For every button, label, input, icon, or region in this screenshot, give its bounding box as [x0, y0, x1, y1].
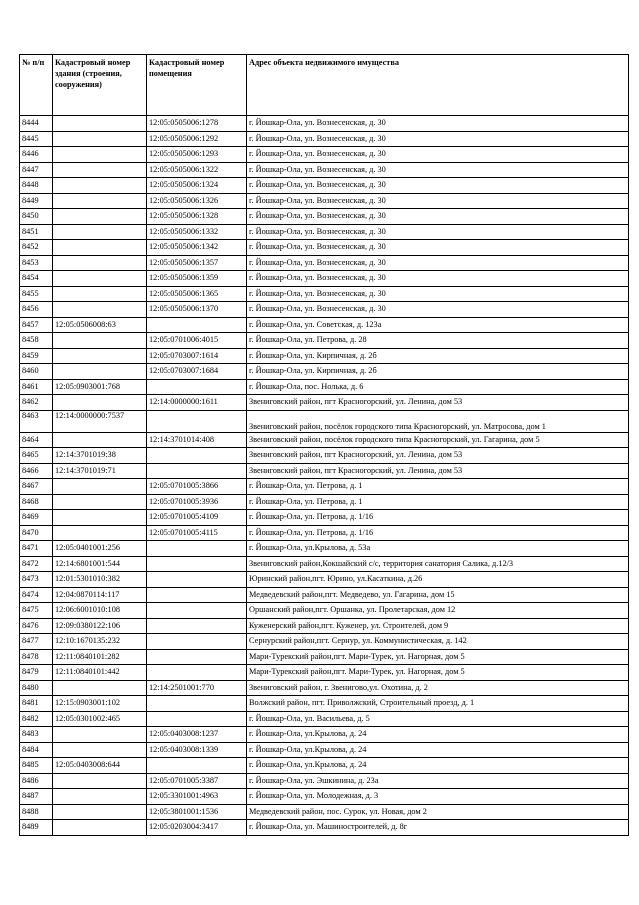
- premises-cadastral-cell: [147, 448, 247, 464]
- address-cell: г. Йошкар-Ола, ул. Петрова, д. 1: [247, 494, 629, 510]
- table-row: [20, 758, 629, 774]
- table-row: [20, 587, 629, 603]
- premises-cadastral-cell: 12:14:3701014:408: [147, 432, 247, 448]
- premises-cadastral-cell: 12:05:0701005:3936: [147, 494, 247, 510]
- row-index: 8478: [20, 649, 53, 665]
- table-row: [20, 696, 629, 712]
- row-index: 8448: [20, 178, 53, 194]
- premises-cadastral-cell: [147, 696, 247, 712]
- building-cadastral-cell: [53, 789, 147, 805]
- premises-cadastral-cell: 12:05:0701006:4015: [147, 333, 247, 349]
- table-row: [20, 379, 629, 395]
- premises-cadastral-cell: 12:05:3301001:4963: [147, 789, 247, 805]
- row-index: 8474: [20, 587, 53, 603]
- address-cell: Юринский район,пгт. Юрино, ул.Касаткина, д.26: [247, 572, 629, 588]
- table-row: [20, 510, 629, 526]
- premises-cadastral-cell: [147, 587, 247, 603]
- premises-cadastral-cell: 12:05:0505006:1342: [147, 240, 247, 256]
- building-cadastral-cell: [53, 820, 147, 836]
- address-cell: г. Йошкар-Ола, ул. Вознесенская, д. 30: [247, 193, 629, 209]
- premises-cadastral-cell: [147, 711, 247, 727]
- building-cadastral-cell: 12:14:3701019:71: [53, 463, 147, 479]
- table-row: [20, 193, 629, 209]
- row-index: 8445: [20, 131, 53, 147]
- address-cell: Медведевский район,пгт. Медведево, ул. Гагарина, дом 15: [247, 587, 629, 603]
- address-cell: г. Йошкар-Ола, ул. Машиностроителей, д. 8г: [247, 820, 629, 836]
- row-index: 8479: [20, 665, 53, 681]
- table-row: [20, 240, 629, 256]
- address-cell: г. Йошкар-Ола, ул. Петрова, д. 28: [247, 333, 629, 349]
- address-cell: Сернурский район,пгт. Сернур, ул. Коммунистическая, д. 142: [247, 634, 629, 650]
- premises-cadastral-cell: 12:05:0703007:1614: [147, 348, 247, 364]
- row-index: 8480: [20, 680, 53, 696]
- address-cell: Звениговский район, посёлок городского типа Красногорский, ул. Гагарина, дом 5: [247, 432, 629, 448]
- table-row: [20, 603, 629, 619]
- premises-cadastral-cell: 12:05:0505006:1292: [147, 131, 247, 147]
- table-row: [20, 634, 629, 650]
- row-index: 8463: [20, 410, 53, 432]
- row-index: 8477: [20, 634, 53, 650]
- address-cell: г. Йошкар-Ола, ул. Вознесенская, д. 30: [247, 131, 629, 147]
- building-cadastral-cell: 12:05:0903001:768: [53, 379, 147, 395]
- building-cadastral-cell: [53, 348, 147, 364]
- row-index: 8481: [20, 696, 53, 712]
- table-row: [20, 224, 629, 240]
- premises-cadastral-cell: [147, 317, 247, 333]
- premises-cadastral-cell: 12:05:0701005:4115: [147, 525, 247, 541]
- row-index: 8458: [20, 333, 53, 349]
- building-cadastral-cell: 12:10:1670135:232: [53, 634, 147, 650]
- premises-cadastral-cell: [147, 463, 247, 479]
- premises-cadastral-cell: 12:14:2501001:770: [147, 680, 247, 696]
- row-index: 8489: [20, 820, 53, 836]
- row-index: 8487: [20, 789, 53, 805]
- row-index: 8457: [20, 317, 53, 333]
- table-row: [20, 711, 629, 727]
- premises-cadastral-cell: 12:05:0701005:3387: [147, 773, 247, 789]
- row-index: 8471: [20, 541, 53, 557]
- row-index: 8446: [20, 147, 53, 163]
- building-cadastral-cell: [53, 240, 147, 256]
- row-index: 8472: [20, 556, 53, 572]
- building-cadastral-cell: [53, 271, 147, 287]
- row-index: 8470: [20, 525, 53, 541]
- premises-cadastral-cell: 12:05:0505006:1324: [147, 178, 247, 194]
- address-cell: Звениговский район, г. Звенигово,ул. Охотина, д. 2: [247, 680, 629, 696]
- table-row: [20, 727, 629, 743]
- building-cadastral-cell: 12:14:0000000:7537: [53, 410, 147, 432]
- table-row: [20, 556, 629, 572]
- premises-cadastral-cell: [147, 603, 247, 619]
- building-cadastral-cell: [53, 255, 147, 271]
- row-index: 8464: [20, 432, 53, 448]
- address-cell: г. Йошкар-Ола, ул. Советская, д. 123а: [247, 317, 629, 333]
- address-cell: Звениговский район, посёлок городского типа Красногорский, ул. Матросова, дом 1: [247, 410, 629, 432]
- building-cadastral-cell: [53, 333, 147, 349]
- table-row: [20, 302, 629, 318]
- premises-cadastral-cell: 12:05:0505006:1322: [147, 162, 247, 178]
- table-row: [20, 178, 629, 194]
- header-premises-cadastral: Кадастровый номер помещения: [147, 55, 247, 116]
- building-cadastral-cell: [53, 178, 147, 194]
- row-index: 8484: [20, 742, 53, 758]
- premises-cadastral-cell: [147, 665, 247, 681]
- building-cadastral-cell: [53, 395, 147, 411]
- building-cadastral-cell: [53, 742, 147, 758]
- row-index: 8453: [20, 255, 53, 271]
- row-index: 8486: [20, 773, 53, 789]
- address-cell: Куженерский район,пгт. Куженер, ул. Строителей, дом 9: [247, 618, 629, 634]
- address-cell: г. Йошкар-Ола, ул. Эшкинина, д. 23а: [247, 773, 629, 789]
- premises-cadastral-cell: [147, 556, 247, 572]
- building-cadastral-cell: 12:09:0380122:106: [53, 618, 147, 634]
- building-cadastral-cell: [53, 804, 147, 820]
- table-row: [20, 618, 629, 634]
- address-cell: Медведевский район, пос. Сурок, ул. Новая, дом 2: [247, 804, 629, 820]
- building-cadastral-cell: [53, 286, 147, 302]
- building-cadastral-cell: 12:15:0903001:102: [53, 696, 147, 712]
- address-cell: г. Йошкар-Ола, ул. Вознесенская, д. 30: [247, 224, 629, 240]
- address-cell: Волжский район, пгт. Приволжский, Строительный проезд, д. 1: [247, 696, 629, 712]
- building-cadastral-cell: [53, 364, 147, 380]
- building-cadastral-cell: [53, 510, 147, 526]
- premises-cadastral-cell: 12:05:0505006:1357: [147, 255, 247, 271]
- row-index: 8462: [20, 395, 53, 411]
- building-cadastral-cell: 12:05:0401001:256: [53, 541, 147, 557]
- premises-cadastral-cell: [147, 410, 247, 432]
- address-cell: г. Йошкар-Ола, ул. Вознесенская, д. 30: [247, 147, 629, 163]
- building-cadastral-cell: 12:05:0301002:465: [53, 711, 147, 727]
- premises-cadastral-cell: [147, 758, 247, 774]
- building-cadastral-cell: 12:11:0840101:282: [53, 649, 147, 665]
- address-cell: Звениговский район, пгт Красногорский, ул. Ленина, дом 53: [247, 463, 629, 479]
- building-cadastral-cell: [53, 494, 147, 510]
- premises-cadastral-cell: 12:05:0505006:1293: [147, 147, 247, 163]
- table-row: [20, 448, 629, 464]
- row-index: 8447: [20, 162, 53, 178]
- premises-cadastral-cell: [147, 634, 247, 650]
- table-row: [20, 541, 629, 557]
- table-row: [20, 147, 629, 163]
- row-index: 8444: [20, 116, 53, 132]
- premises-cadastral-cell: 12:05:0203004:3417: [147, 820, 247, 836]
- premises-cadastral-cell: 12:05:0505006:1332: [147, 224, 247, 240]
- address-cell: г. Йошкар-Ола, ул. Молодежная, д. 3: [247, 789, 629, 805]
- row-index: 8450: [20, 209, 53, 225]
- table-row: [20, 494, 629, 510]
- row-index: 8485: [20, 758, 53, 774]
- premises-cadastral-cell: 12:05:0505006:1326: [147, 193, 247, 209]
- building-cadastral-cell: 12:11:0840101:442: [53, 665, 147, 681]
- table-row: [20, 364, 629, 380]
- row-index: 8473: [20, 572, 53, 588]
- row-index: 8452: [20, 240, 53, 256]
- building-cadastral-cell: [53, 302, 147, 318]
- header-address: Адрес объекта недвижимого имущества: [247, 55, 629, 116]
- premises-cadastral-cell: 12:05:0701005:3866: [147, 479, 247, 495]
- header-building-cadastral: Кадастровый номер здания (строения, сооружения): [53, 55, 147, 116]
- table-row: [20, 572, 629, 588]
- row-index: 8468: [20, 494, 53, 510]
- table-row: [20, 525, 629, 541]
- premises-cadastral-cell: [147, 618, 247, 634]
- premises-cadastral-cell: 12:05:0403008:1237: [147, 727, 247, 743]
- header-index: № п/п: [20, 55, 53, 116]
- table-row: [20, 255, 629, 271]
- row-index: 8451: [20, 224, 53, 240]
- address-cell: г. Йошкар-Ола, ул. Вознесенская, д. 30: [247, 240, 629, 256]
- address-cell: г. Йошкар-Ола, ул.Крылова, д. 24: [247, 758, 629, 774]
- address-cell: г. Йошкар-Ола, ул. Вознесенская, д. 30: [247, 162, 629, 178]
- table-row: [20, 789, 629, 805]
- premises-cadastral-cell: 12:05:0403008:1339: [147, 742, 247, 758]
- premises-cadastral-cell: [147, 379, 247, 395]
- premises-cadastral-cell: [147, 649, 247, 665]
- table-row: [20, 333, 629, 349]
- row-index: 8465: [20, 448, 53, 464]
- premises-cadastral-cell: 12:05:0703007:1684: [147, 364, 247, 380]
- address-cell: г. Йошкар-Ола, пос. Нолька, д. 6: [247, 379, 629, 395]
- row-index: 8449: [20, 193, 53, 209]
- premises-cadastral-cell: 12:05:0505006:1278: [147, 116, 247, 132]
- premises-cadastral-cell: 12:05:0505006:1359: [147, 271, 247, 287]
- table-row: [20, 395, 629, 411]
- table-row: [20, 742, 629, 758]
- address-cell: г. Йошкар-Ола, ул. Вознесенская, д. 30: [247, 302, 629, 318]
- address-cell: Мари-Турекский район,пгт. Мари-Турек, ул. Нагорная, дом 5: [247, 649, 629, 665]
- building-cadastral-cell: 12:14:6801001:544: [53, 556, 147, 572]
- row-index: 8482: [20, 711, 53, 727]
- building-cadastral-cell: 12:06:6001010:108: [53, 603, 147, 619]
- building-cadastral-cell: [53, 727, 147, 743]
- address-cell: Оршанский район,пгт. Оршанка, ул. Пролетарская, дом 12: [247, 603, 629, 619]
- row-index: 8476: [20, 618, 53, 634]
- premises-cadastral-cell: 12:05:0505006:1328: [147, 209, 247, 225]
- address-cell: г. Йошкар-Ола, ул. Кирпичная, д. 2б: [247, 348, 629, 364]
- table-row: [20, 680, 629, 696]
- table-row: [20, 432, 629, 448]
- premises-cadastral-cell: 12:05:3801001:1536: [147, 804, 247, 820]
- table-row: [20, 463, 629, 479]
- row-index: 8467: [20, 479, 53, 495]
- table-row: [20, 131, 629, 147]
- address-cell: Мари-Турекский район,пгт. Мари-Турек, ул. Нагорная, дом 5: [247, 665, 629, 681]
- address-cell: г. Йошкар-Ола, ул.Крылова, д. 24: [247, 742, 629, 758]
- address-cell: г. Йошкар-Ола, ул.Крылова, д. 24: [247, 727, 629, 743]
- table-row: [20, 665, 629, 681]
- building-cadastral-cell: [53, 680, 147, 696]
- building-cadastral-cell: 12:14:3701019:38: [53, 448, 147, 464]
- address-cell: г. Йошкар-Ола, ул. Вознесенская, д. 30: [247, 178, 629, 194]
- building-cadastral-cell: 12:04:0870114:117: [53, 587, 147, 603]
- address-cell: г. Йошкар-Ола, ул. Вознесенская, д. 30: [247, 255, 629, 271]
- row-index: 8459: [20, 348, 53, 364]
- table-row: [20, 804, 629, 820]
- building-cadastral-cell: [53, 479, 147, 495]
- table-row: [20, 317, 629, 333]
- address-cell: г. Йошкар-Ола, ул.Крылова, д. 53а: [247, 541, 629, 557]
- address-cell: Звениговский район,Кокшайский с/с, территория санатория Салика, д.12/3: [247, 556, 629, 572]
- table-row: [20, 410, 629, 432]
- address-cell: г. Йошкар-Ола, ул. Васильева, д. 5: [247, 711, 629, 727]
- row-index: 8488: [20, 804, 53, 820]
- building-cadastral-cell: [53, 432, 147, 448]
- table-row: [20, 820, 629, 836]
- registry-table: [19, 54, 629, 836]
- building-cadastral-cell: [53, 224, 147, 240]
- address-cell: г. Йошкар-Ола, ул. Кирпичная, д. 2б: [247, 364, 629, 380]
- table-row: [20, 286, 629, 302]
- table-row: [20, 162, 629, 178]
- row-index: 8455: [20, 286, 53, 302]
- premises-cadastral-cell: 12:14:0000000:1611: [147, 395, 247, 411]
- address-cell: г. Йошкар-Ола, ул. Петрова, д. 1/16: [247, 525, 629, 541]
- address-cell: г. Йошкар-Ола, ул. Вознесенская, д. 30: [247, 209, 629, 225]
- header-row: [20, 55, 629, 116]
- table-row: [20, 649, 629, 665]
- building-cadastral-cell: 12:05:0403008:644: [53, 758, 147, 774]
- building-cadastral-cell: [53, 131, 147, 147]
- row-index: 8454: [20, 271, 53, 287]
- table-row: [20, 348, 629, 364]
- address-cell: г. Йошкар-Ола, ул. Петрова, д. 1/16: [247, 510, 629, 526]
- building-cadastral-cell: [53, 773, 147, 789]
- premises-cadastral-cell: [147, 541, 247, 557]
- row-index: 8466: [20, 463, 53, 479]
- row-index: 8475: [20, 603, 53, 619]
- address-cell: Звениговский район, пгт Красногорский, ул. Ленина, дом 53: [247, 448, 629, 464]
- building-cadastral-cell: [53, 209, 147, 225]
- building-cadastral-cell: [53, 162, 147, 178]
- table-row: [20, 479, 629, 495]
- row-index: 8469: [20, 510, 53, 526]
- address-cell: г. Йошкар-Ола, ул. Петрова, д. 1: [247, 479, 629, 495]
- building-cadastral-cell: [53, 525, 147, 541]
- row-index: 8460: [20, 364, 53, 380]
- address-cell: г. Йошкар-Ола, ул. Вознесенская, д. 30: [247, 116, 629, 132]
- address-cell: г. Йошкар-Ола, ул. Вознесенская, д. 30: [247, 271, 629, 287]
- premises-cadastral-cell: 12:05:0701005:4109: [147, 510, 247, 526]
- address-cell: г. Йошкар-Ола, ул. Вознесенская, д. 30: [247, 286, 629, 302]
- premises-cadastral-cell: [147, 572, 247, 588]
- building-cadastral-cell: [53, 147, 147, 163]
- premises-cadastral-cell: 12:05:0505006:1365: [147, 286, 247, 302]
- building-cadastral-cell: [53, 193, 147, 209]
- row-index: 8461: [20, 379, 53, 395]
- table-row: [20, 271, 629, 287]
- row-index: 8483: [20, 727, 53, 743]
- table-row: [20, 773, 629, 789]
- building-cadastral-cell: [53, 116, 147, 132]
- address-cell: Звениговский район, пгт Красногорский, ул. Ленина, дом 53: [247, 395, 629, 411]
- building-cadastral-cell: 12:05:0506008:63: [53, 317, 147, 333]
- table-row: [20, 209, 629, 225]
- table-row: [20, 116, 629, 132]
- premises-cadastral-cell: 12:05:0505006:1370: [147, 302, 247, 318]
- row-index: 8456: [20, 302, 53, 318]
- building-cadastral-cell: 12:01:5301010:382: [53, 572, 147, 588]
